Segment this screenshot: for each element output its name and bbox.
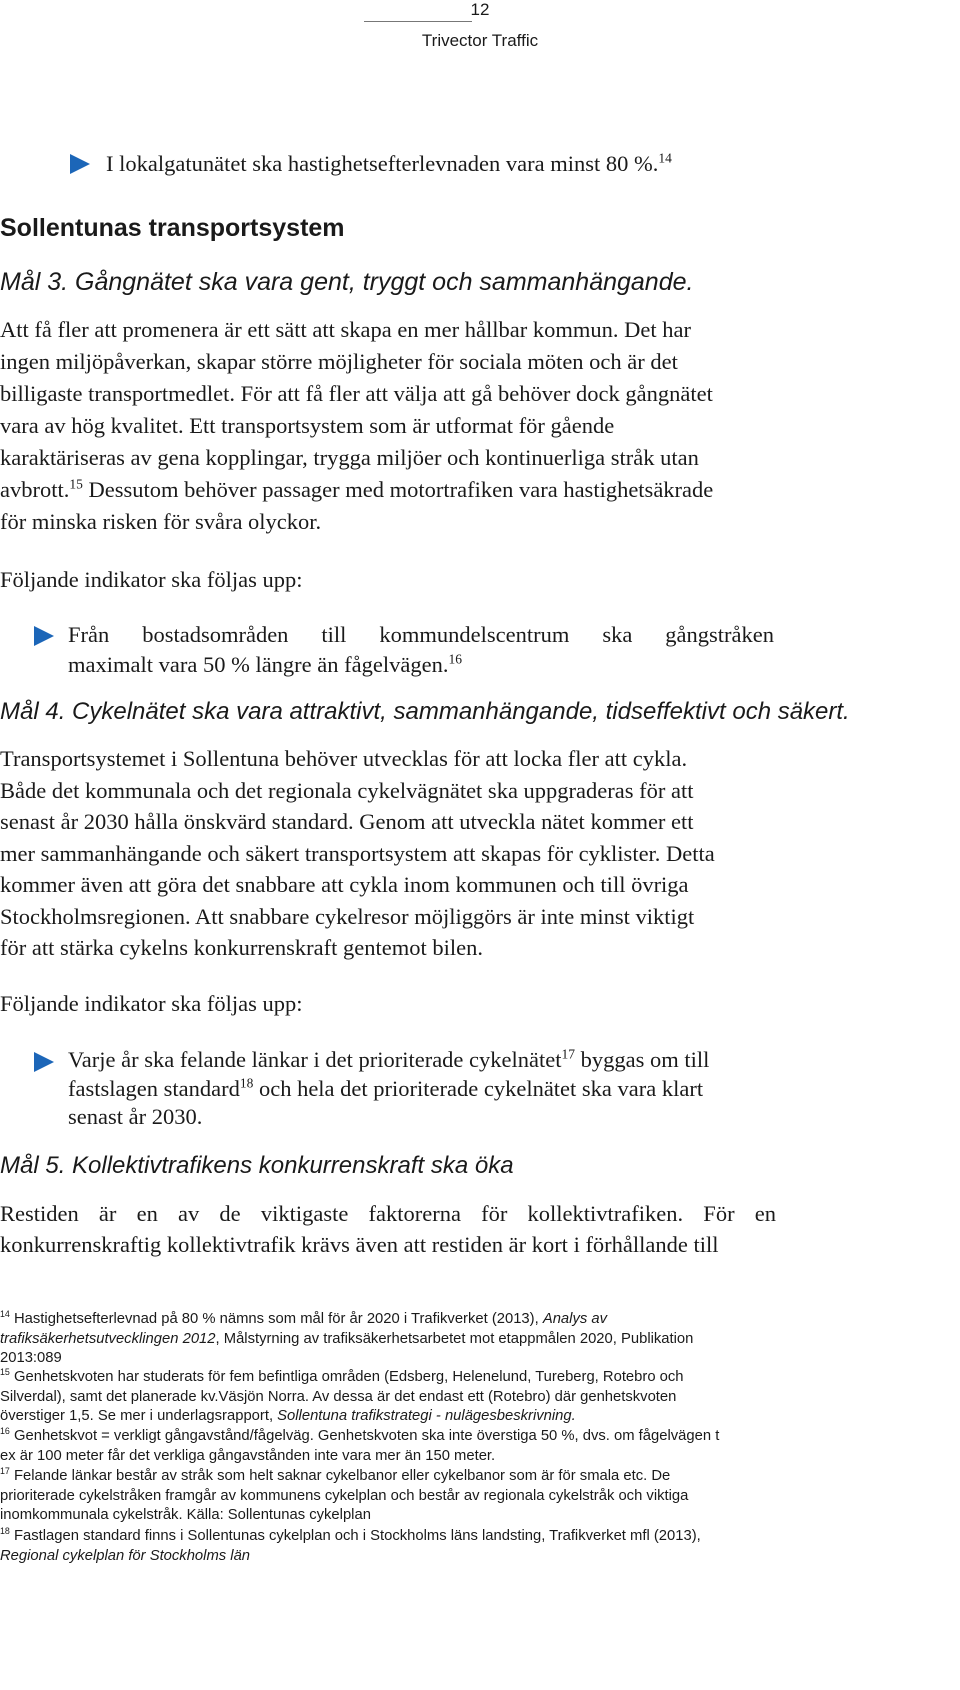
footnote-ref-16[interactable]: 16 [448,651,462,667]
goal4-indicator-intro: Följande indikator ska följas upp: [0,991,303,1016]
goal4-bullet-line: fastslagen standard$^{18}$ och hela det prioriterade cykelnätet ska vara klart [68,1075,704,1101]
triangle-bullet-icon [34,626,54,646]
footnote-ref-14[interactable]: 14 [658,150,672,166]
footnote-18: $^{18}$ Fastlagen standard finns i Sollentunas cykelplan och i Stockholms läns landsting, Trafikverket mfl (2013), Regional cykelplan för Stockholms län [0,1526,701,1564]
goal4-line: mer sammanhängande och säkert transportsystem att skapas för cyklister. Detta [0,840,715,866]
goal4-bullet-line: Varje år ska felande länkar i det prioriterade cykelnätet$^{17}$ byggas om till [68,1046,710,1072]
goal3-indicator-intro: Följande indikator ska följas upp: [0,567,303,592]
header-rule [364,21,472,22]
goal5-line: Restiden är en av de viktigaste faktorerna för kollektivtrafiken. För en [0,1201,776,1226]
goal3-bullet-line: maximalt vara 50 % längre än fågelvägen.$^{16}$ [68,651,462,677]
footnote-ref-18[interactable]: 18 [239,1075,254,1090]
goal3-bullet-line: Från bostadsområden till kommundelscentrum ska gångstråken [68,622,774,647]
goal5-paragraph [0,1198,776,1260]
footnote-number: 16 [0,1426,10,1437]
triangle-bullet-icon [70,154,90,174]
footnote-number: 15 [0,1367,10,1378]
footnote-ref-15[interactable]: 15 [69,476,83,492]
goal4-heading: Mål 4. Cykelnätet ska vara attraktivt, sammanhängande, tidseffektivt och säkert. [0,698,850,725]
goal4-line: Transportsystemet i Sollentuna behöver utvecklas för att locka fler att cykla. [0,746,688,771]
goal3-line: billigaste transportmedlet. För att få fler att välja att gå behöver dock gångnätet [0,381,713,406]
goal3-paragraph [0,314,836,538]
goal3-line: Att få fler att promenera är ett sätt att skapa en mer hållbar kommun. Det har [0,317,691,342]
goal4-line: kommer även att göra det snabbare att cykla inom kommunen och till övriga [0,872,689,897]
intro-bullet [70,148,672,180]
footnote-number: 17 [0,1466,10,1477]
goal3-line: vara av hög kvalitet. Ett transportsystem som är utformat för gående [0,413,615,438]
goal3-line: ingen miljöpåverkan, skapar större möjligheter för sociala möten och är det [0,349,678,374]
goal4-line: senast år 2030 hålla önskvärd standard. Genom att utveckla nätet kommer ett [0,809,694,834]
page-number: 12 [470,0,490,19]
footnote-14: $^{14}$ Hastighetsefterlevnad på 80 % nämns som mål för år 2020 i Trafikverket (2013), Analys av trafiksäkerhetsutvecklingen 2012, Målstyrning av trafiksäkerhetsarbetet mot etappmålen 2020, Publikation 2013:089 [0,1309,694,1366]
triangle-bullet-icon [34,1052,54,1072]
goal3-line: för minska risken för svåra olyckor. [0,509,322,534]
footnote-15: $^{15}$ Genhetskvoten har studerats för fem befintliga områden (Edsberg, Helenelund, Tureberg, Rotebro och Silverdal), samt det planerade kv.Väsjön Norra. Av dessa är det endast ett (Rotebro) där genhetskvoten överstiger 1,5. Se mer i underlagsrapport, Sollentuna trafikstrategi - nulägesbeskrivning. [0,1367,684,1424]
goal5-line: konkurrenskraftig kollektivtrafik krävs även att restiden är kort i förhållande till [0,1232,719,1257]
goal4-paragraph [0,743,776,964]
footnote-number: 18 [0,1526,10,1537]
footnote-17: $^{17}$ Felande länkar består av stråk som helt saknar cykelbanor eller cykelbanor som är för smala etc. De prioriterade cykelstråken framgår av kommunens cykelplan och består av regionala cykelstråk och viktiga inomkommunala cykelstråk. Källa: Sollentunas cykelplan [0,1466,689,1523]
goal5-heading: Mål 5. Kollektivtrafikens konkurrenskraft ska öka [0,1152,514,1179]
goal4-bullet-line: senast år 2030. [68,1104,203,1129]
goal3-line: avbrott.$^{15}$ Dessutom behöver passager med motortrafiken vara hastighetsäkrade [0,476,714,502]
footnote-16: $^{16}$ Genhetskvot = verkligt gångavstånd/fågelväg. Genhetskvoten ska inte överstiga 50 %, dvs. om fågelvägen t ex är 100 meter får det verkliga gångavstånden inte vara mer än 150 meter. [0,1426,720,1464]
goal4-indicator-bullet [34,1046,709,1132]
header-company: Trivector Traffic [421,31,539,50]
footnote-ref-17[interactable]: 17 [561,1046,575,1062]
goal4-line: för att stärka cykelns konkurrenskraft gentemot bilen. [0,935,483,960]
goal3-heading: Mål 3. Gångnätet ska vara gent, tryggt och sammanhängande. [0,268,694,296]
intro-bullet-text: I lokalgatunätet ska hastighetsefterlevnaden vara minst 80 %. [106,151,659,176]
goal4-line: Både det kommunala och det regionala cykelvägnätet ska uppgraderas för att [0,777,694,803]
goal4-line: Stockholmsregionen. Att snabbare cykelresor möjliggörs är inte minst viktigt [0,903,695,929]
goal3-indicator-bullet [34,620,774,680]
section-title: Sollentunas transportsystem [0,214,345,242]
goal3-line: karaktäriseras av gena kopplingar, trygga miljöer och kontinuerliga stråk utan [0,445,699,470]
footnote-number: 14 [0,1309,10,1320]
